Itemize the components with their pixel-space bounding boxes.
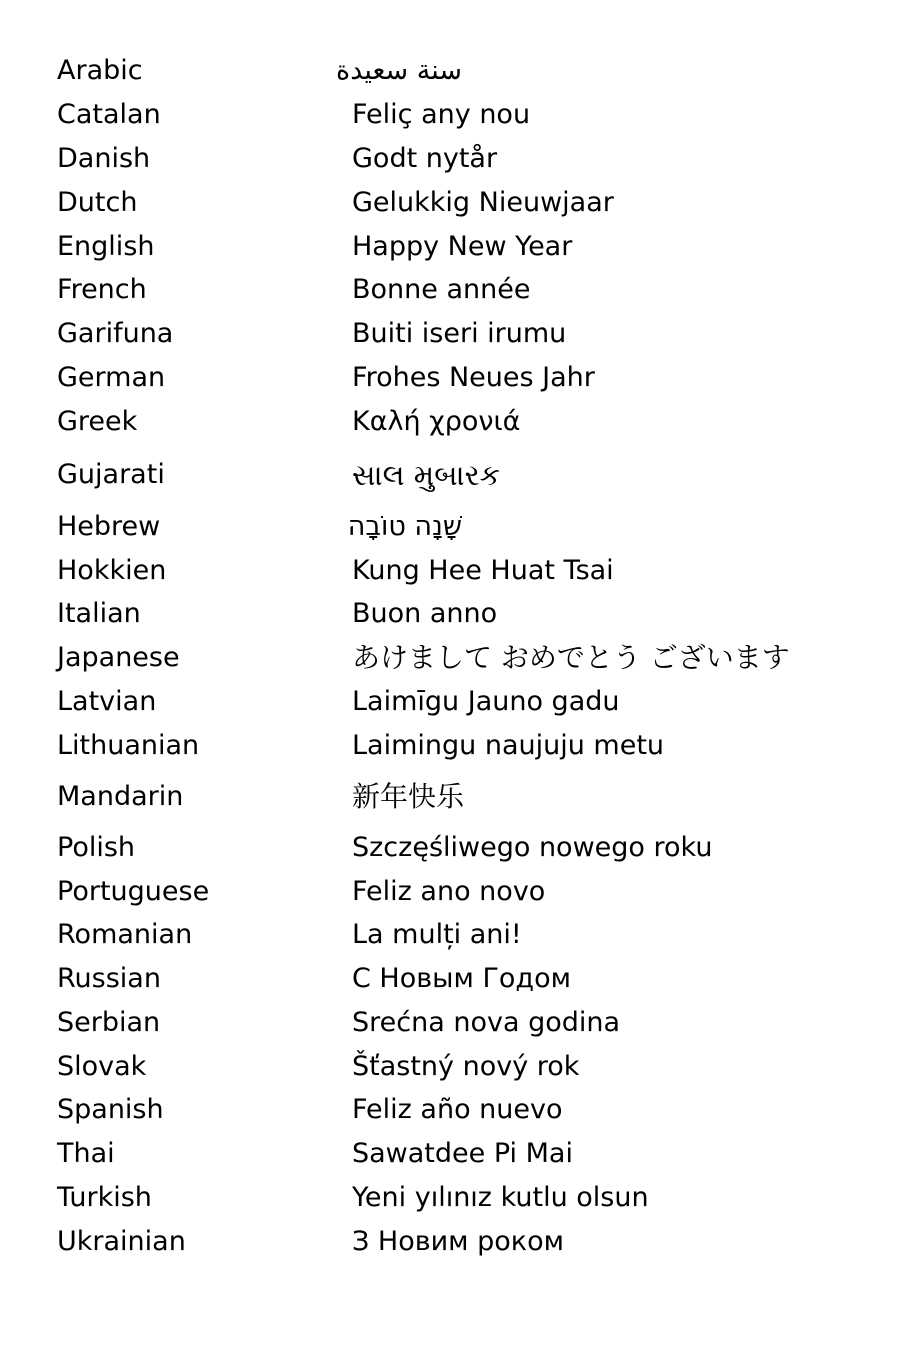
- language-name: English: [57, 231, 155, 262]
- table-row: [0, 594, 919, 634]
- language-name: Garifuna: [57, 318, 174, 349]
- greeting-text: Kung Hee Huat Tsai: [352, 555, 614, 586]
- language-name: Hebrew: [57, 511, 161, 542]
- table-row: [0, 872, 919, 912]
- greeting-text: あけまして おめでとう ございます: [352, 641, 790, 674]
- language-name: Gujarati: [57, 459, 165, 490]
- table-row: [0, 1090, 919, 1130]
- table-row: [0, 139, 919, 179]
- table-row: [0, 828, 919, 868]
- table-row: [0, 402, 919, 442]
- table-row: [0, 507, 919, 547]
- language-name: Japanese: [57, 642, 180, 673]
- language-name: Dutch: [57, 187, 138, 218]
- language-name: Catalan: [57, 99, 161, 130]
- greeting-text: Buon anno: [352, 598, 498, 629]
- greeting-text: שָׁנָה טוֹבָה: [347, 511, 462, 542]
- greeting-text: Buiti iseri irumu: [352, 318, 567, 349]
- greeting-text: Šťastný nový rok: [352, 1051, 580, 1082]
- greeting-text: 新年快乐: [352, 780, 465, 813]
- greeting-text: Happy New Year: [352, 231, 573, 262]
- language-name: Portuguese: [57, 876, 210, 907]
- table-row: [0, 51, 919, 91]
- table-row: [0, 1134, 919, 1174]
- greeting-text: Godt nytår: [352, 143, 498, 174]
- table-row: [0, 959, 919, 999]
- table-row: [0, 638, 919, 678]
- language-name: Spanish: [57, 1094, 164, 1125]
- table-row: [0, 777, 919, 817]
- greeting-text: Yeni yılınız kutlu olsun: [352, 1182, 649, 1213]
- language-name: French: [57, 274, 147, 305]
- greeting-text: Bonne année: [352, 274, 531, 305]
- greeting-text: Frohes Neues Jahr: [352, 362, 595, 393]
- table-row: [0, 270, 919, 310]
- table-row: [0, 1222, 919, 1262]
- greeting-text: સાલ મુબારક: [352, 458, 501, 492]
- table-row: [0, 183, 919, 223]
- greeting-text: Καλή χρονιά: [352, 406, 521, 437]
- table-row: [0, 726, 919, 766]
- greeting-text: La mulți ani!: [352, 919, 522, 950]
- greeting-text: Feliz año nuevo: [352, 1094, 563, 1125]
- greeting-text: З Новим роком: [352, 1226, 564, 1257]
- language-name: Arabic: [57, 55, 143, 86]
- table-row: [0, 551, 919, 591]
- table-row: [0, 358, 919, 398]
- language-name: Greek: [57, 406, 138, 437]
- table-row: [0, 314, 919, 354]
- table-row: [0, 1047, 919, 1087]
- language-name: Lithuanian: [57, 730, 200, 761]
- greeting-text: Sawatdee Pi Mai: [352, 1138, 573, 1169]
- table-row: [0, 455, 919, 495]
- table-row: [0, 95, 919, 135]
- greeting-text: سنة سعيدة: [336, 55, 462, 86]
- language-name: Thai: [57, 1138, 115, 1169]
- language-name: Slovak: [57, 1051, 147, 1082]
- language-name: Romanian: [57, 919, 193, 950]
- language-name: Ukrainian: [57, 1226, 186, 1257]
- language-name: Polish: [57, 832, 136, 863]
- language-name: Danish: [57, 143, 151, 174]
- greeting-text: Gelukkig Nieuwjaar: [352, 187, 614, 218]
- greeting-text: Laimīgu Jauno gadu: [352, 686, 620, 717]
- language-name: Russian: [57, 963, 161, 994]
- table-row: [0, 227, 919, 267]
- greeting-text: Feliz ano novo: [352, 876, 546, 907]
- language-name: Italian: [57, 598, 141, 629]
- greeting-text: С Новым Годом: [352, 963, 571, 994]
- greeting-text: Szczęśliwego nowego roku: [352, 832, 713, 863]
- greeting-text: Laimingu naujuju metu: [352, 730, 665, 761]
- table-row: [0, 1178, 919, 1218]
- greeting-text: Srećna nova godina: [352, 1007, 621, 1038]
- table-row: [0, 1003, 919, 1043]
- language-name: Serbian: [57, 1007, 161, 1038]
- language-name: German: [57, 362, 166, 393]
- table-row: [0, 915, 919, 955]
- language-name: Turkish: [57, 1182, 152, 1213]
- greeting-text: Feliç any nou: [352, 99, 531, 130]
- language-name: Mandarin: [57, 781, 184, 812]
- language-name: Hokkien: [57, 555, 167, 586]
- language-name: Latvian: [57, 686, 157, 717]
- table-row: [0, 682, 919, 722]
